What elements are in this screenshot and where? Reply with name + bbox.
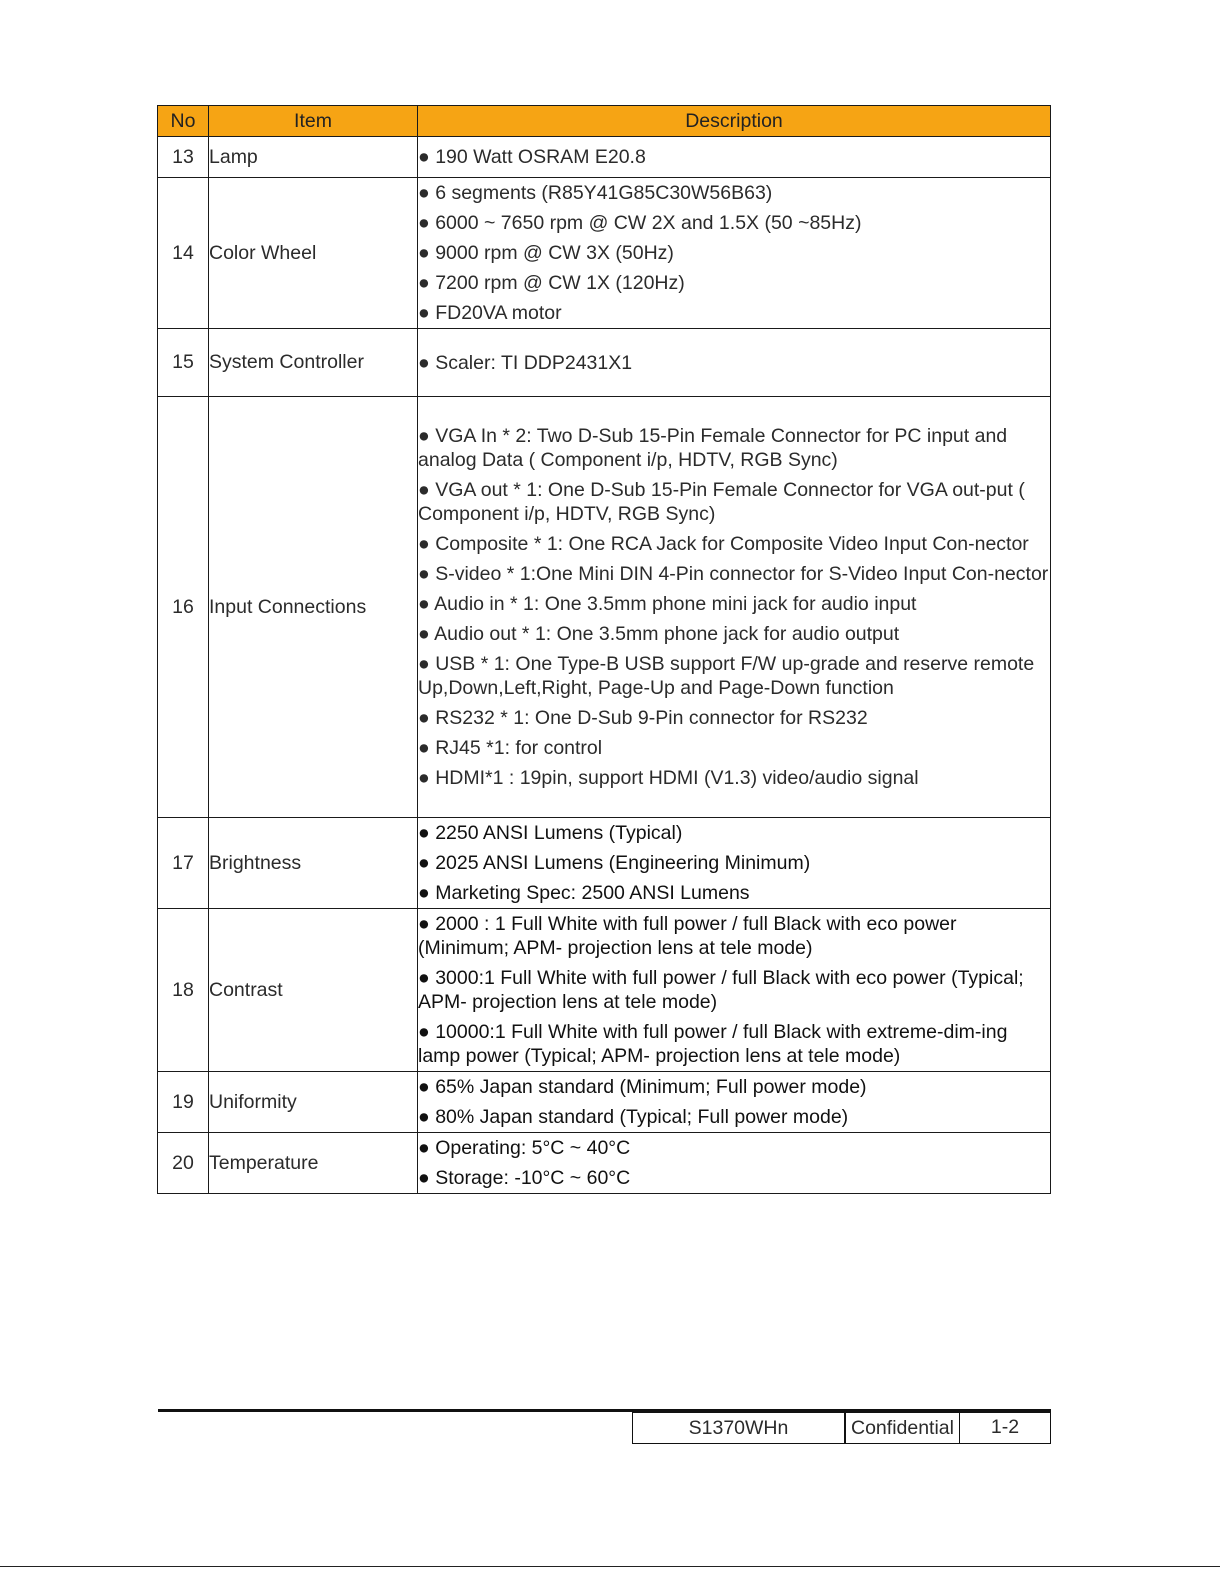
row-item: Temperature [209,1133,418,1194]
row-number: 13 [158,137,209,178]
row-description [418,909,1051,1072]
table-row [158,818,1051,909]
description-line: ● USB * 1: One Type-B USB support F/W up-grade and reserve remote Up,Down,Left,Right, Page-Up and Page-Down function [418,653,1035,699]
table-row [158,329,1051,397]
row-description [418,178,1051,329]
description-line: ● Operating: 5°C ~ 40°C [418,1137,631,1159]
table-row [158,909,1051,1072]
row-description [418,818,1051,909]
description-line: ● 2250 ANSI Lumens (Typical) [418,822,683,844]
row-number: 16 [158,397,209,818]
description-line: ● 2000 : 1 Full White with full power / full Black with eco power (Minimum; APM- projection lens at tele mode) [418,913,957,959]
description-line: ● 80% Japan standard (Typical; Full power mode) [418,1106,849,1128]
description-line: ● RS232 * 1: One D-Sub 9-Pin connector for RS232 [418,707,868,729]
header-row [158,106,1051,137]
row-item: Brightness [209,818,418,909]
row-item: Lamp [209,137,418,178]
row-number: 17 [158,818,209,909]
description-line: ● Storage: -10°C ~ 60°C [418,1167,631,1189]
row-description [418,137,1051,178]
description-line: ● 10000:1 Full White with full power / full Black with extreme-dim-ing lamp power (Typical; APM- projection lens at tele mode) [418,1021,1008,1067]
footer-confidential: Confidential [845,1412,960,1444]
row-description [418,1072,1051,1133]
row-item: Input Connections [209,397,418,818]
description-line: ● S-video * 1:One Mini DIN 4-Pin connector for S-Video Input Con-nector [418,563,1049,585]
row-number: 19 [158,1072,209,1133]
description-line: ● 3000:1 Full White with full power / full Black with eco power (Typical; APM- projection lens at tele mode) [418,967,1024,1013]
row-number: 14 [158,178,209,329]
spec-table [157,105,1051,1194]
table-row [158,178,1051,329]
description-line: ● 9000 rpm @ CW 3X (50Hz) [418,242,674,264]
row-item: Uniformity [209,1072,418,1133]
description-line: ● Audio in * 1: One 3.5mm phone mini jack for audio input [418,593,917,615]
row-number: 20 [158,1133,209,1194]
row-description [418,397,1051,818]
description-line: ● HDMI*1 : 19pin, support HDMI (V1.3) video/audio signal [418,767,919,789]
description-line: ● 6 segments (R85Y41G85C30W56B63) [418,182,773,204]
row-number: 15 [158,329,209,397]
row-number: 18 [158,909,209,1072]
table-row [158,1133,1051,1194]
description-line: ● Scaler: TI DDP2431X1 [418,351,633,374]
header-description: Description [418,106,1051,137]
description-line: ● Marketing Spec: 2500 ANSI Lumens [418,882,750,904]
description-line: ● 7200 rpm @ CW 1X (120Hz) [418,272,685,294]
row-item: Color Wheel [209,178,418,329]
table-row [158,137,1051,178]
description-line: ● Composite * 1: One RCA Jack for Composite Video Input Con-nector [418,533,1029,555]
description-line: ● VGA In * 2: Two D-Sub 15-Pin Female Connector for PC input and analog Data ( Component i/p, HDTV, RGB Sync) [418,425,1008,471]
row-item: Contrast [209,909,418,1072]
header-no: No [158,106,209,137]
description-line: ● 6000 ~ 7650 rpm @ CW 2X and 1.5X (50 ~85Hz) [418,212,862,234]
footer-page-number: 1-2 [959,1412,1051,1444]
header-item: Item [209,106,418,137]
bottom-rule [0,1566,1220,1567]
description-line: ● RJ45 *1: for control [418,737,603,759]
row-description [418,1133,1051,1194]
description-line: ● FD20VA motor [418,302,562,324]
table-row [158,397,1051,818]
table-row [158,1072,1051,1133]
description-line: ● VGA out * 1: One D-Sub 15-Pin Female Connector for VGA out-put ( Component i/p, HDTV, RGB Sync) [418,479,1025,525]
description-line: ● 190 Watt OSRAM E20.8 [418,146,646,168]
row-item: System Controller [209,329,418,397]
footer-model: S1370WHn [632,1412,845,1444]
description-line: ● 65% Japan standard (Minimum; Full power mode) [418,1076,867,1098]
row-description [418,329,1051,397]
description-line: ● Audio out * 1: One 3.5mm phone jack for audio output [418,623,900,645]
description-line: ● 2025 ANSI Lumens (Engineering Minimum) [418,852,811,874]
